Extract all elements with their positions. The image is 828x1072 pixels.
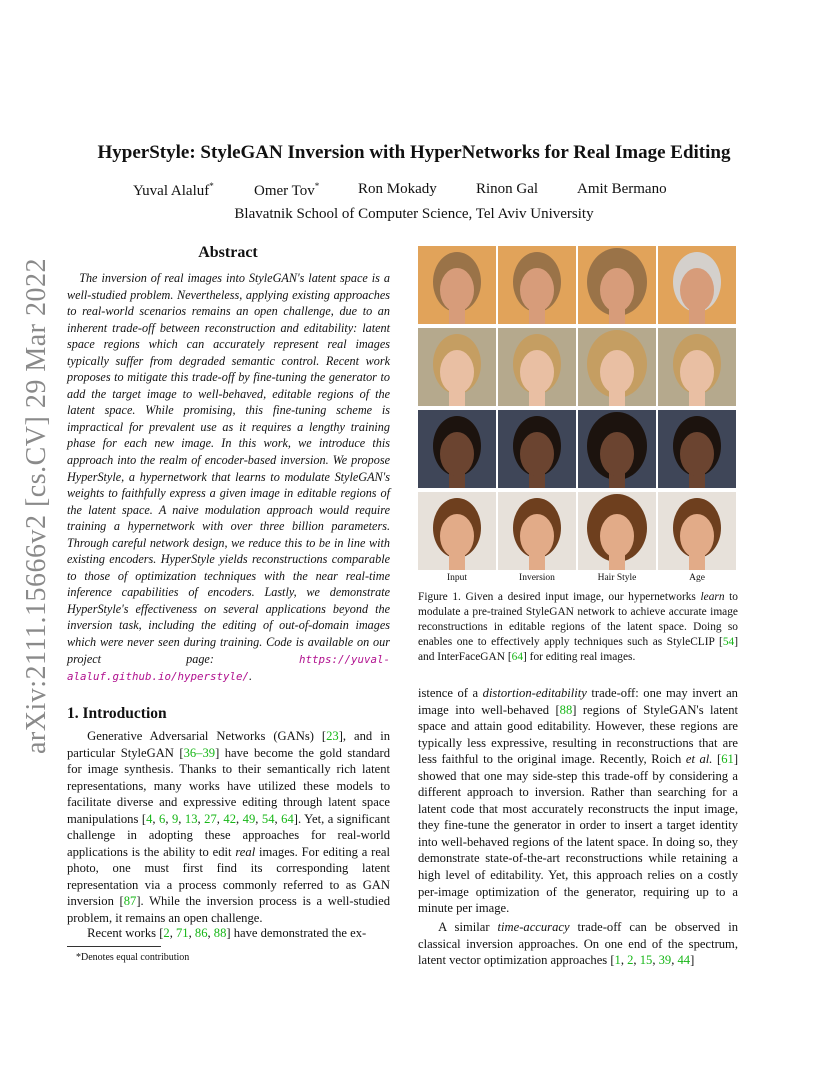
face-image [658,492,736,570]
text-run: ] for editing real images. [523,651,636,664]
abstract-body [67,270,390,686]
text-run: , [152,811,160,826]
right-paragraph-2 [418,919,738,969]
text-run: , [169,926,176,940]
citation-link[interactable]: 39 [658,953,672,968]
text-run: ]. While the inversion process is a well-studied problem, it remains an open challenge. [67,894,390,926]
citation-link[interactable]: 23 [326,729,339,743]
text-run: , [255,811,262,826]
right-paragraph-1 [418,685,738,917]
text-run: ], and in particular StyleGAN [ [67,729,390,760]
citation-link[interactable]: 49 [242,811,256,826]
author-name: Amit Bermano [577,181,667,197]
text-run: Generative Adversarial Networks (GANs) [ [87,729,327,743]
text-run: , [216,811,224,826]
text-run: , [652,953,659,968]
text-run: ] and InterFaceGAN [ [418,636,738,664]
citation-link[interactable]: 71 [176,926,189,940]
text-run: A similar [438,920,498,934]
text-run: , [165,811,172,826]
text-run: [ [712,752,722,767]
text-run: , [633,953,640,968]
face-image [498,410,576,488]
face-image [658,246,736,324]
text-run: , [197,811,205,826]
author-mark: * [314,181,320,191]
column-label-hair-style: Hair Style [597,573,637,583]
intro-paragraph-1 [67,728,390,927]
text-run: ] [690,953,695,968]
face-image [578,492,656,570]
citation-link[interactable]: 4 [146,811,153,826]
citation-link[interactable]: 2 [163,926,170,940]
affiliation: Blavatnik School of Computer Science, Tel Aviv University [234,206,594,222]
figure-1-caption [418,590,738,665]
emphasis: et al. [685,752,713,767]
citation-link[interactable]: 15 [639,953,653,968]
emphasis: distortion-editability [482,686,587,700]
emphasis: real [235,844,256,859]
face-image [418,410,496,488]
emphasis: learn [700,591,725,603]
author [254,181,319,200]
author [358,181,437,198]
text-run: ] showed that one may side-step this trade-off by considering a different approach to inversion. Rather than searching for a latent code that most accurately reconstructs the input image, they fine-tune the generator in order to insert a target identity into well-behaved regions of the latent space. In doing so, they demonstrate state-of-the-art reconstructions while retaining a high level of editability. Yet, this approach relies on a costly per-image optimization of the generator, requiring up to a minute per image. [418,752,739,916]
text-run: to modulate a pre-trained StyleGAN network to achieve accurate image reconstructions in editable regions of the latent space. Doing so enables one to effectively apply techniques such as StyleCLIP [ [418,591,738,649]
citation-link[interactable]: 88 [559,702,573,717]
arxiv-identifier-stamp: arXiv:2111.15666v2 [cs.CV] 29 Mar 2022 [21,258,52,754]
author-name: Rinon Gal [476,181,539,197]
text-run: trade-off: one may invert an image into well-behaved [ [418,686,738,717]
author [133,181,214,200]
text-run: ] have become the gold standard for image synthesis. Thanks to their semantically rich latent representations, many works have utilized these models to facilitate diverse and expressive editing through latent space manipulations [ [67,745,390,826]
intro-paragraph-2 [67,925,390,942]
citation-link[interactable]: 42 [223,811,237,826]
citation-link[interactable]: 87 [123,894,137,909]
author-name: Ron Mokady [358,181,437,197]
citation-link[interactable]: 86 [194,926,208,940]
text-run: ]. Yet, a significant challenge in adopting these approaches for real-world applications is the ability to edit [67,811,390,859]
text-run: images. For editing a real photo, one must first find its corresponding latent representation via a process commonly referred to as GAN inversion [ [67,844,391,909]
face-image [658,328,736,406]
face-image [578,328,656,406]
citation-link[interactable]: 61 [721,752,734,767]
text-run: Recent works [ [87,926,164,940]
project-page-link[interactable]: https://yuval-alaluf.github.io/hyperstyle/ [67,652,390,684]
citation-link[interactable]: 13 [184,811,198,826]
footnote-rule [67,946,161,947]
citation-link[interactable]: 44 [677,953,691,968]
citation-link[interactable]: 88 [213,926,227,940]
text-run: trade-off can be observed in classical inversion approaches. On one end of the spectrum, latent vector optimization approaches [ [418,920,738,968]
text-run: ] have demonstrated the ex- [226,926,367,940]
citation-link[interactable]: 9 [171,811,179,826]
citation-link[interactable]: 54 [261,811,275,826]
text-run: , [236,811,243,826]
face-image [578,410,656,488]
section-heading-introduction: 1. Introduction [67,705,167,722]
text-run: , [671,953,678,968]
abstract-text: The inversion of real images into StyleGAN's latent space is a well-studied problem. Nevertheless, applying existing approaches to real-world scenarios remains an open challenge, due to an inherent trade-off between reconstruction and editability: latent space regions which can accurately represent real images typically suffer from degraded semantic control. Recent work proposes to mitigate this trade-off by fine-tuning the generator to add the target image to well-behaved, editable regions of the latent space. While promising, this fine-tuning scheme is impractical for prevalent use as it requires a lengthy training phase for each new image. In this work, we introduce this approach into the realm of encoder-based inversion. We propose HyperStyle, a hypernetwork that learns to modulate StyleGAN's weights to faithfully express a given image in editable regions of the latent space. A naive modulation approach would require training a hypernetwork with over three billion parameters. Through careful network design, we reduce this to be in line with existing encoders. HyperStyle yields reconstructions comparable to those of optimization techniques with the near real-time inference capabilities of encoders. Lastly, we demonstrate HyperStyle's effectiveness on several applications beyond the inversion task, including the editing of out-of-domain images which were never seen during training. Code is available on our project page: [67,271,390,666]
abstract-heading: Abstract [198,244,258,261]
text-run: , [178,811,185,826]
text-run: istence of a [418,686,483,700]
face-image [658,410,736,488]
author-name: Omer Tov [254,183,315,199]
text-run: , [188,926,195,940]
text-run: , [274,811,282,826]
citation-link[interactable]: 6 [159,811,166,826]
citation-link[interactable]: 27 [204,811,217,826]
citation-link[interactable]: 54 [722,636,735,649]
column-label-input: Input [446,573,468,583]
text-run: , [620,953,628,968]
text-run: ] regions of StyleGAN's latent space and attain good editability. However, these regions are typically less expressive, resulting in reconstructions that are less faithful to the original image. Recently, Roich [418,702,738,767]
emphasis: time-accuracy [497,920,570,934]
face-image [418,492,496,570]
text-run: Figure 1. Given a desired input image, our hypernetworks [418,591,701,603]
text-run: , [207,926,214,940]
face-image [418,328,496,406]
citation-link[interactable]: 64 [511,651,524,664]
citation-link[interactable]: 2 [627,953,634,968]
face-image [418,246,496,324]
citation-link[interactable]: 1 [614,953,621,968]
column-label-age: Age [689,573,705,583]
face-image [498,328,576,406]
footnote: *Denotes equal contribution [76,952,190,963]
citation-link[interactable]: 64 [281,811,294,826]
column-label-inversion: Inversion [519,573,555,583]
abstract-link-period: . [249,669,253,684]
face-image [578,246,656,324]
face-image [498,492,576,570]
author-mark: * [209,181,214,191]
paper-title: HyperStyle: StyleGAN Inversion with HyperNetworks for Real Image Editing [97,142,731,163]
author [577,181,667,198]
citation-link[interactable]: 36–39 [183,745,216,760]
face-image [498,246,576,324]
author-name: Yuval Alaluf [133,183,210,199]
figure-1-image-grid [418,246,738,572]
author [476,181,538,198]
